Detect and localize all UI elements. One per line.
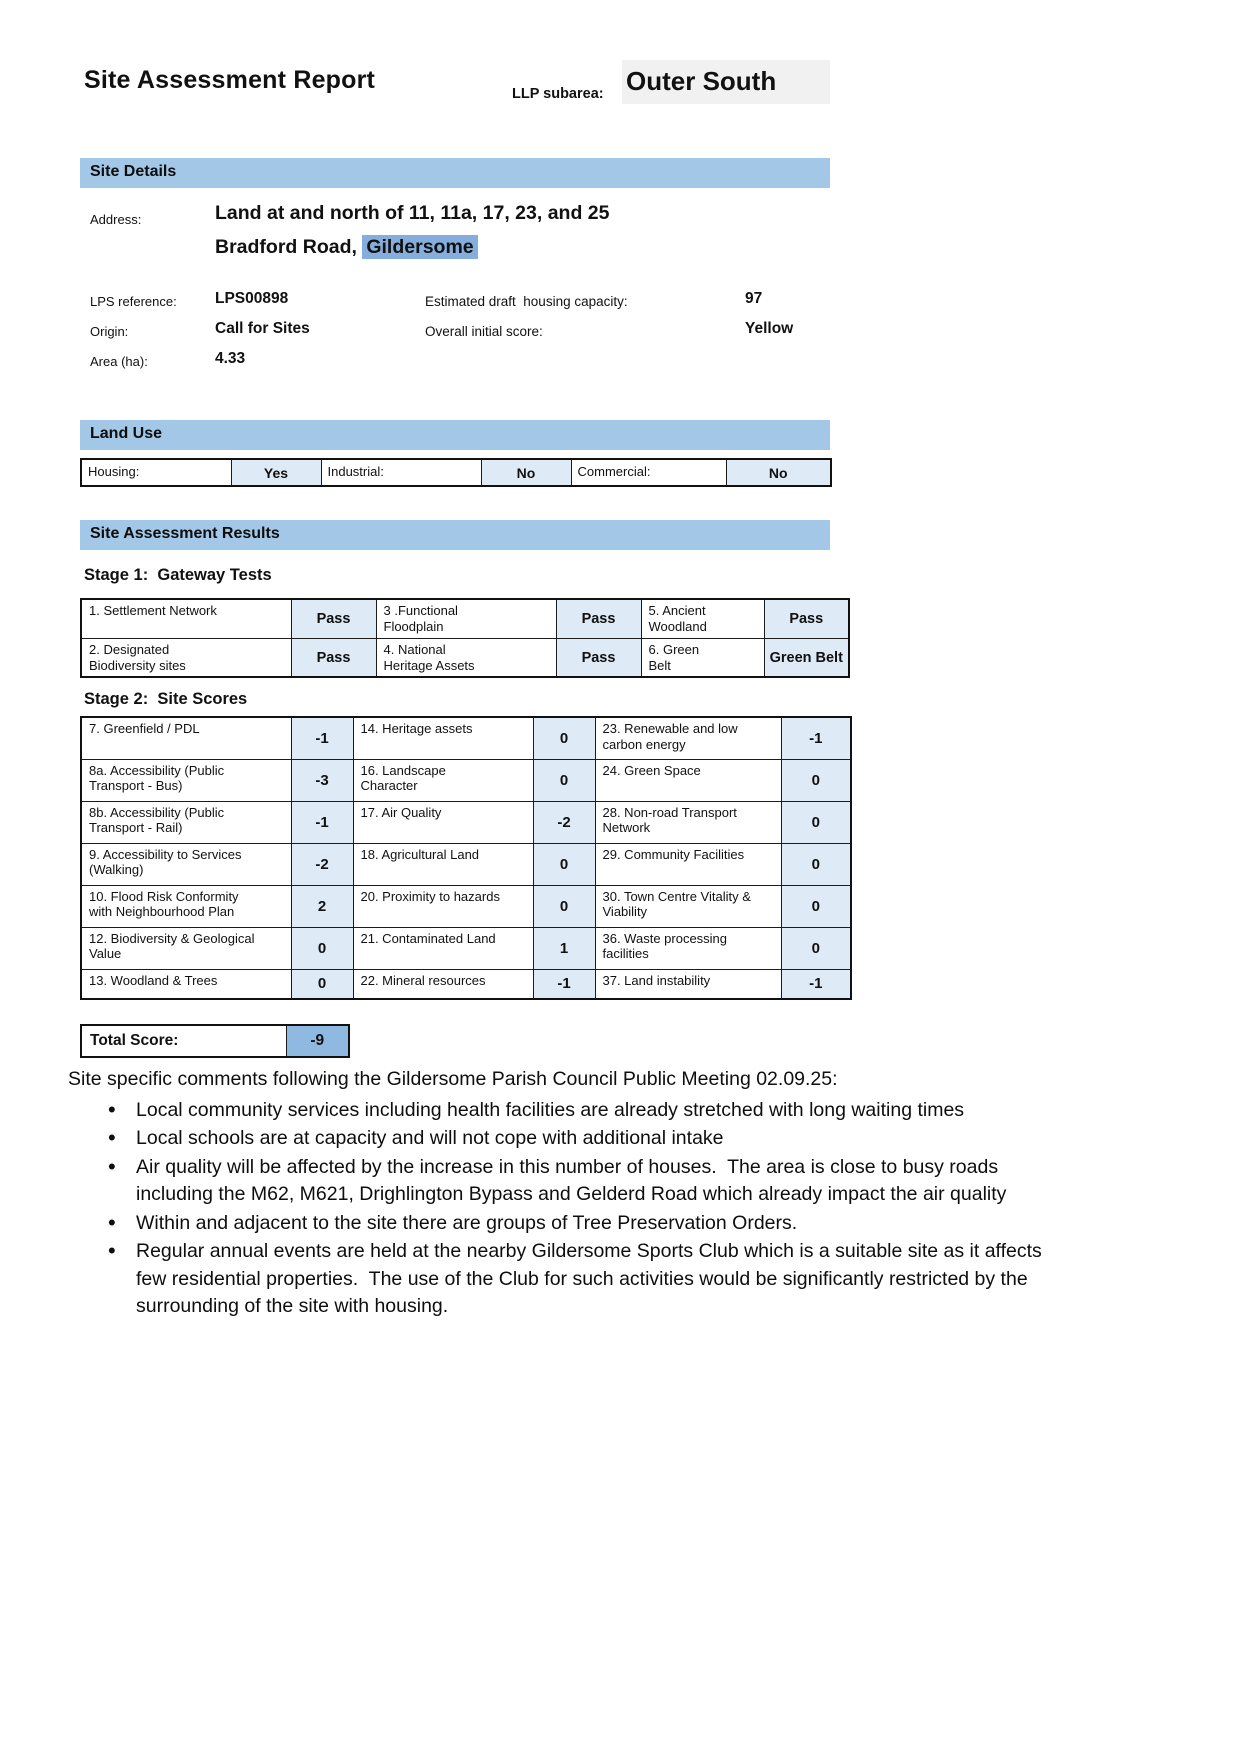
detail-row-lps xyxy=(80,288,830,318)
comment-item: • Air quality will be affected by the increase in this number of houses. The area is close to busy roads including the M62, M621, Drighlington Bypass and Gelderd Road which already impact the air quality xyxy=(106,1154,1053,1209)
criterion-score: 0 xyxy=(533,885,595,927)
criterion-score: -1 xyxy=(781,969,851,999)
table-row xyxy=(81,969,851,999)
comments-intro: Site specific comments following the Gildersome Parish Council Public Meeting 02.09.25: xyxy=(68,1068,838,1090)
land-use-housing-label: Housing: xyxy=(81,459,231,486)
criterion-score: -1 xyxy=(781,717,851,759)
criterion-label: 24. Green Space xyxy=(595,759,781,801)
llp-subarea-label: LLP subarea: xyxy=(512,86,604,102)
initial-score-label: Overall initial score: xyxy=(425,324,543,339)
area-value: 4.33 xyxy=(215,350,246,367)
criterion-label: 5. Ancient Woodland xyxy=(641,599,764,638)
criterion-label: 8a. Accessibility (Public Transport - Bus) xyxy=(81,759,291,801)
comment-item: • Regular annual events are held at the nearby Gildersome Sports Club which is a suitable site as it affects few residential properties. The use of the Club for such activities would be significantly restricted by the surrounding of the site with housing. xyxy=(106,1238,1053,1321)
total-score-value: -9 xyxy=(286,1025,349,1057)
stage1-heading: Stage 1: Gateway Tests xyxy=(84,566,272,584)
detail-row-origin xyxy=(80,318,830,348)
criterion-score: -3 xyxy=(291,759,353,801)
table-row xyxy=(81,759,851,801)
section-header-site-details: Site Details xyxy=(80,158,830,188)
criterion-label: 36. Waste processing facilities xyxy=(595,927,781,969)
criterion-label: 20. Proximity to hazards xyxy=(353,885,533,927)
criterion-score: -1 xyxy=(533,969,595,999)
criterion-label: 2. Designated Biodiversity sites xyxy=(81,638,291,677)
criterion-label: 30. Town Centre Vitality & Viability xyxy=(595,885,781,927)
site-scores-table xyxy=(80,716,852,1000)
llp-subarea-value: Outer South xyxy=(626,66,777,96)
criterion-result: Pass xyxy=(556,599,641,638)
comments-bullet-list xyxy=(68,1097,1053,1321)
address-value xyxy=(215,196,735,264)
criterion-score: 0 xyxy=(781,801,851,843)
comment-item: • Local community services including health facilities are already stretched with long waiting times xyxy=(106,1097,1053,1125)
llp-subarea-value-box xyxy=(622,60,830,104)
address-label: Address: xyxy=(90,212,142,227)
criterion-label: 16. Landscape Character xyxy=(353,759,533,801)
criterion-score: 0 xyxy=(781,759,851,801)
table-row xyxy=(81,885,851,927)
criterion-result: Green Belt xyxy=(764,638,849,677)
lps-reference-value: LPS00898 xyxy=(215,290,289,307)
site-details-fields xyxy=(80,288,830,378)
criterion-result: Pass xyxy=(291,638,376,677)
table-row xyxy=(81,927,851,969)
criterion-label: 13. Woodland & Trees xyxy=(81,969,291,999)
housing-capacity-label: Estimated draft housing capacity: xyxy=(425,294,628,309)
address-town-highlight: Gildersome xyxy=(362,235,477,259)
criterion-score: 0 xyxy=(781,843,851,885)
housing-capacity-value: 97 xyxy=(745,290,763,307)
criterion-label: 6. Green Belt xyxy=(641,638,764,677)
land-use-commercial-value: No xyxy=(726,459,831,486)
section-header-site-assessment-results: Site Assessment Results xyxy=(80,520,830,550)
origin-value: Call for Sites xyxy=(215,320,310,337)
table-row xyxy=(81,717,851,759)
criterion-score: 0 xyxy=(781,927,851,969)
lps-reference-label: LPS reference: xyxy=(90,294,177,309)
page-title: Site Assessment Report xyxy=(84,66,376,94)
criterion-label: 18. Agricultural Land xyxy=(353,843,533,885)
criterion-score: -2 xyxy=(291,843,353,885)
criterion-label: 37. Land instability xyxy=(595,969,781,999)
criterion-score: 0 xyxy=(533,717,595,759)
comment-item: • Within and adjacent to the site there are groups of Tree Preservation Orders. xyxy=(106,1210,1053,1238)
land-use-housing-value: Yes xyxy=(231,459,321,486)
criterion-label: 10. Flood Risk Conformity with Neighbourhood Plan xyxy=(81,885,291,927)
criterion-label: 21. Contaminated Land xyxy=(353,927,533,969)
land-use-commercial-label: Commercial: xyxy=(571,459,726,486)
table-row xyxy=(81,459,831,486)
criterion-result: Pass xyxy=(556,638,641,677)
table-row xyxy=(81,638,849,677)
detail-row-area xyxy=(80,348,830,378)
stage2-heading: Stage 2: Site Scores xyxy=(84,690,248,708)
table-row xyxy=(81,843,851,885)
criterion-score: -1 xyxy=(291,801,353,843)
criterion-label: 12. Biodiversity & Geological Value xyxy=(81,927,291,969)
criterion-score: 0 xyxy=(781,885,851,927)
area-label: Area (ha): xyxy=(90,354,148,369)
criterion-label: 4. National Heritage Assets xyxy=(376,638,556,677)
criterion-score: -2 xyxy=(533,801,595,843)
total-score-label: Total Score: xyxy=(81,1025,286,1057)
land-use-industrial-label: Industrial: xyxy=(321,459,481,486)
table-row xyxy=(81,599,849,638)
initial-score-value: Yellow xyxy=(745,320,794,337)
criterion-label: 14. Heritage assets xyxy=(353,717,533,759)
total-score-table xyxy=(80,1024,350,1058)
criterion-label: 7. Greenfield / PDL xyxy=(81,717,291,759)
land-use-table xyxy=(80,458,832,487)
criterion-score: 2 xyxy=(291,885,353,927)
criterion-score: 1 xyxy=(533,927,595,969)
criterion-score: 0 xyxy=(533,759,595,801)
criterion-label: 17. Air Quality xyxy=(353,801,533,843)
criterion-result: Pass xyxy=(291,599,376,638)
criterion-label: 8b. Accessibility (Public Transport - Rail) xyxy=(81,801,291,843)
criterion-label: 3 .Functional Floodplain xyxy=(376,599,556,638)
table-row xyxy=(81,1025,349,1057)
address-line1: Land at and north of 11, 11a, 17, 23, and 25 xyxy=(215,202,610,224)
criterion-score: 0 xyxy=(533,843,595,885)
criterion-result: Pass xyxy=(764,599,849,638)
address-line2: Bradford Road, xyxy=(215,236,363,258)
criterion-label: 28. Non-road Transport Network xyxy=(595,801,781,843)
comment-item: • Local schools are at capacity and will not cope with additional intake xyxy=(106,1125,1053,1153)
site-comments xyxy=(68,1066,1053,1322)
section-header-land-use: Land Use xyxy=(80,420,830,450)
criterion-score: 0 xyxy=(291,969,353,999)
criterion-label: 9. Accessibility to Services (Walking) xyxy=(81,843,291,885)
criterion-score: 0 xyxy=(291,927,353,969)
table-row xyxy=(81,801,851,843)
criterion-label: 1. Settlement Network xyxy=(81,599,291,638)
origin-label: Origin: xyxy=(90,324,129,339)
criterion-label: 22. Mineral resources xyxy=(353,969,533,999)
criterion-score: -1 xyxy=(291,717,353,759)
land-use-industrial-value: No xyxy=(481,459,571,486)
criterion-label: 23. Renewable and low carbon energy xyxy=(595,717,781,759)
criterion-label: 29. Community Facilities xyxy=(595,843,781,885)
gateway-tests-table xyxy=(80,598,850,678)
